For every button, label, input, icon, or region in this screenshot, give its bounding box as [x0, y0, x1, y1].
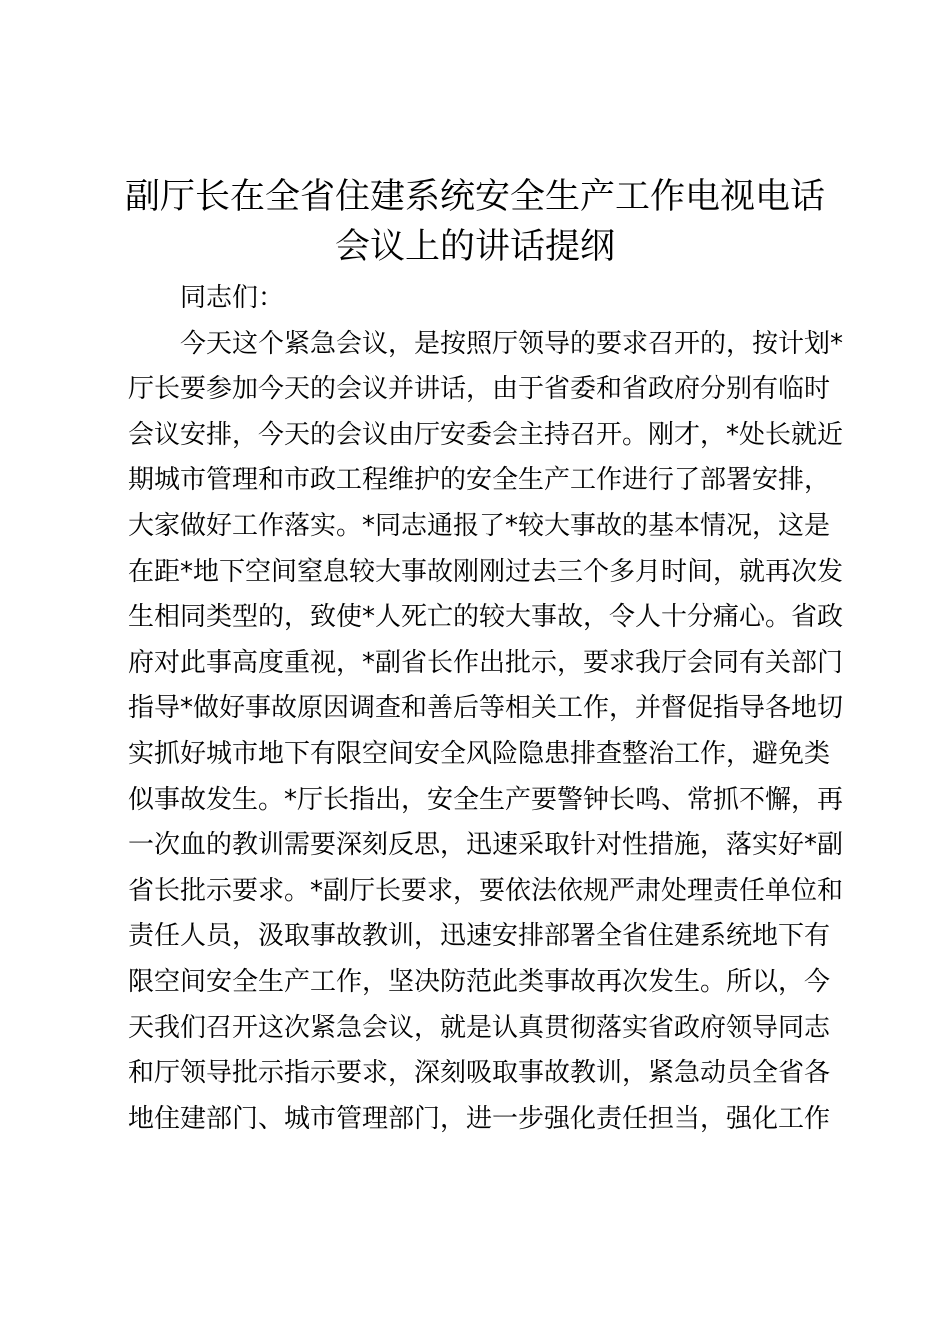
body-line-10: 实抓好城市地下有限空间安全风险隐患排查整治工作，避免类 — [128, 738, 831, 769]
document-body — [128, 276, 844, 1142]
body-line-8: 府对此事高度重视，*副省长作出批示，要求我厅会同有关部门 — [128, 647, 844, 678]
body-line-6: 在距*地下空间窒息较大事故刚刚过去三个多月时间，就再次发 — [128, 556, 844, 587]
body-line-14: 责任人员，汲取事故教训，迅速安排部署全省住建系统地下有 — [128, 921, 831, 952]
title-line-1: 副厅长在全省住建系统安全生产工作电视电话 — [124, 177, 825, 217]
body-line-1: 今天这个紧急会议，是按照厅领导的要求召开的，按计划* — [180, 328, 844, 359]
body-line-11: 似事故发生。*厅长指出，安全生产要警钟长鸣、常抓不懈，再 — [128, 784, 844, 815]
body-line-12: 一次血的教训需要深刻反思，迅速采取针对性措施，落实好*副 — [128, 830, 844, 861]
body-line-13: 省长批示要求。*副厅长要求，要依法依规严肃处理责任单位和 — [128, 875, 844, 906]
body-line-17: 和厅领导批示指示要求，深刻吸取事故教训，紧急动员全省各 — [128, 1058, 831, 1089]
body-line-2: 厅长要参加今天的会议并讲话，由于省委和省政府分别有临时 — [128, 374, 831, 405]
body-line-16: 天我们召开这次紧急会议，就是认真贯彻落实省政府领导同志 — [128, 1012, 831, 1043]
body-line-18: 地住建部门、城市管理部门，进一步强化责任担当，强化工作 — [128, 1103, 831, 1134]
title-line-2: 会议上的讲话提纲 — [334, 227, 615, 267]
body-line-7: 生相同类型的，致使*人死亡的较大事故，令人十分痛心。省政 — [128, 602, 844, 633]
body-line-5: 大家做好工作落实。*同志通报了*较大事故的基本情况，这是 — [128, 510, 831, 541]
body-line-9: 指导*做好事故原因调查和善后等相关工作，并督促指导各地切 — [128, 693, 844, 724]
document-title — [110, 172, 840, 272]
body-line-3: 会议安排，今天的会议由厅安委会主持召开。刚才，*处长就近 — [128, 419, 844, 450]
body-line-4: 期城市管理和市政工程维护的安全生产工作进行了部署安排， — [128, 465, 831, 496]
body-line-15: 限空间安全生产工作，坚决防范此类事故再次发生。所以，今 — [128, 966, 831, 997]
salutation: 同志们： — [180, 283, 285, 313]
